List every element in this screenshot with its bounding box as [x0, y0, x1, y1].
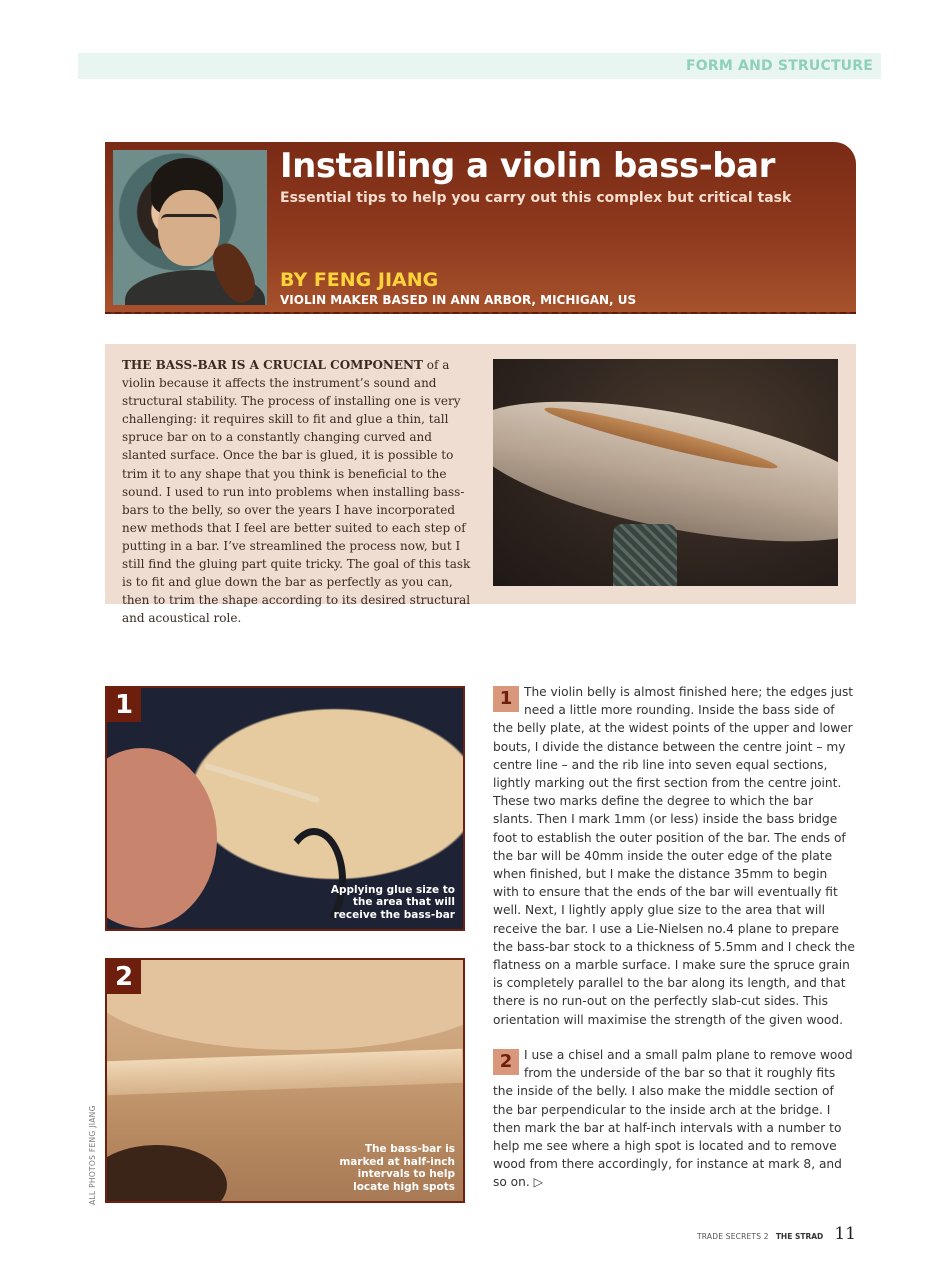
photo-number-badge: 2: [107, 960, 141, 994]
author-affiliation: VIOLIN MAKER BASED IN ANN ARBOR, MICHIGAN, US: [280, 293, 637, 307]
footer-series: TRADE SECRETS 2: [697, 1232, 769, 1241]
page-footer: [697, 1224, 856, 1244]
step-body: I use a chisel and a small palm plane to remove wood from the underside of the bar so that it roughly fits the inside of the belly. I also make the middle section of the bar perpendicular to the inside arch at the bridge. I then mark the bar at half-inch intervals with a number to help me see where a high spot is located and to remove wood from there accordingly, for instance at mark 8, and so on.: [493, 1048, 853, 1190]
footer-publication: THE STRAD: [775, 1232, 824, 1241]
step-number-badge: 2: [493, 1049, 519, 1075]
photo-caption: Applying glue size to the area that will receive the bass-bar: [330, 883, 455, 921]
section-band: [78, 53, 881, 79]
author-byline: BY FENG JIANG: [280, 269, 439, 291]
photo-number-badge: 1: [107, 688, 141, 722]
step-body: The violin belly is almost finished here; the edges just need a little more rounding. Inside the bass side of the belly plate, at the widest points of the upper and lower bouts, I divide the distance between the centre joint – my centre line – and the rib line into seven equal sections, lightly marking out the first section from the centre joint. These two marks define the degree to which the bar slants. Then I mark 1mm (or less) inside the bass bridge foot to establish the outer position of the bar. The ends of the bar will be 40mm inside the outer edge of the plate when finished, but I make the distance 35mm to begin with to ensure that the ends of the bar will eventually fit well. Next, I lightly apply glue size to the area that will receive the bar. I use a Lie-Nielsen no.4 plane to prepare the bass-bar stock to a thickness of 5.5mm and I check the flatness on a marble surface. I make sure the spruce grain is completely parallel to the bar along its length, and that there is no run-out on the perfectly slab-cut sides. This orientation will maximise the strength of the given wood.: [493, 685, 855, 1027]
author-portrait: [113, 150, 267, 305]
article-header: [105, 142, 856, 314]
step-photo-1: [105, 686, 465, 931]
step-1-text: [493, 683, 855, 1029]
photo-caption: The bass-bar is marked at half-inch intervals to help locate high spots: [339, 1143, 455, 1193]
article-title: Installing a violin bass-bar: [280, 146, 775, 186]
step-number-badge: 1: [493, 686, 519, 712]
page-number: 11: [834, 1224, 856, 1244]
intro-body: of a violin because it affects the instrument’s sound and structural stability. The process of installing one is very challenging: it requires skill to fit and glue a thin, tall spruce bar on to a constantly changing curved and slanted surface. Once the bar is glued, it is possible to trim it to any shape that you think is beneficial to the sound. I used to run into problems when installing bass-bars to the belly, so over the years I have incorporated new methods that I feel are better suited to each step of putting in a bar. I’ve streamlined the process now, but I still find the gluing part quite tricky. The goal of this task is to fit and glue down the bar as perfectly as you can, then to trim the shape according to its desired structural and acoustical role.: [122, 358, 471, 626]
article-subtitle: Essential tips to help you carry out this complex but critical task: [280, 190, 792, 206]
photo-credit: ALL PHOTOS FENG JIANG: [88, 1105, 97, 1205]
step-photo-2: [105, 958, 465, 1203]
intro-photo: [493, 359, 838, 586]
end-mark-icon: ▷: [533, 1175, 543, 1190]
section-label: FORM AND STRUCTURE: [685, 58, 873, 74]
intro-paragraph: [122, 356, 477, 627]
intro-lead: THE BASS-BAR IS A CRUCIAL COMPONENT: [122, 358, 423, 372]
intro-box: [105, 344, 856, 626]
step-2-text: [493, 1046, 855, 1192]
